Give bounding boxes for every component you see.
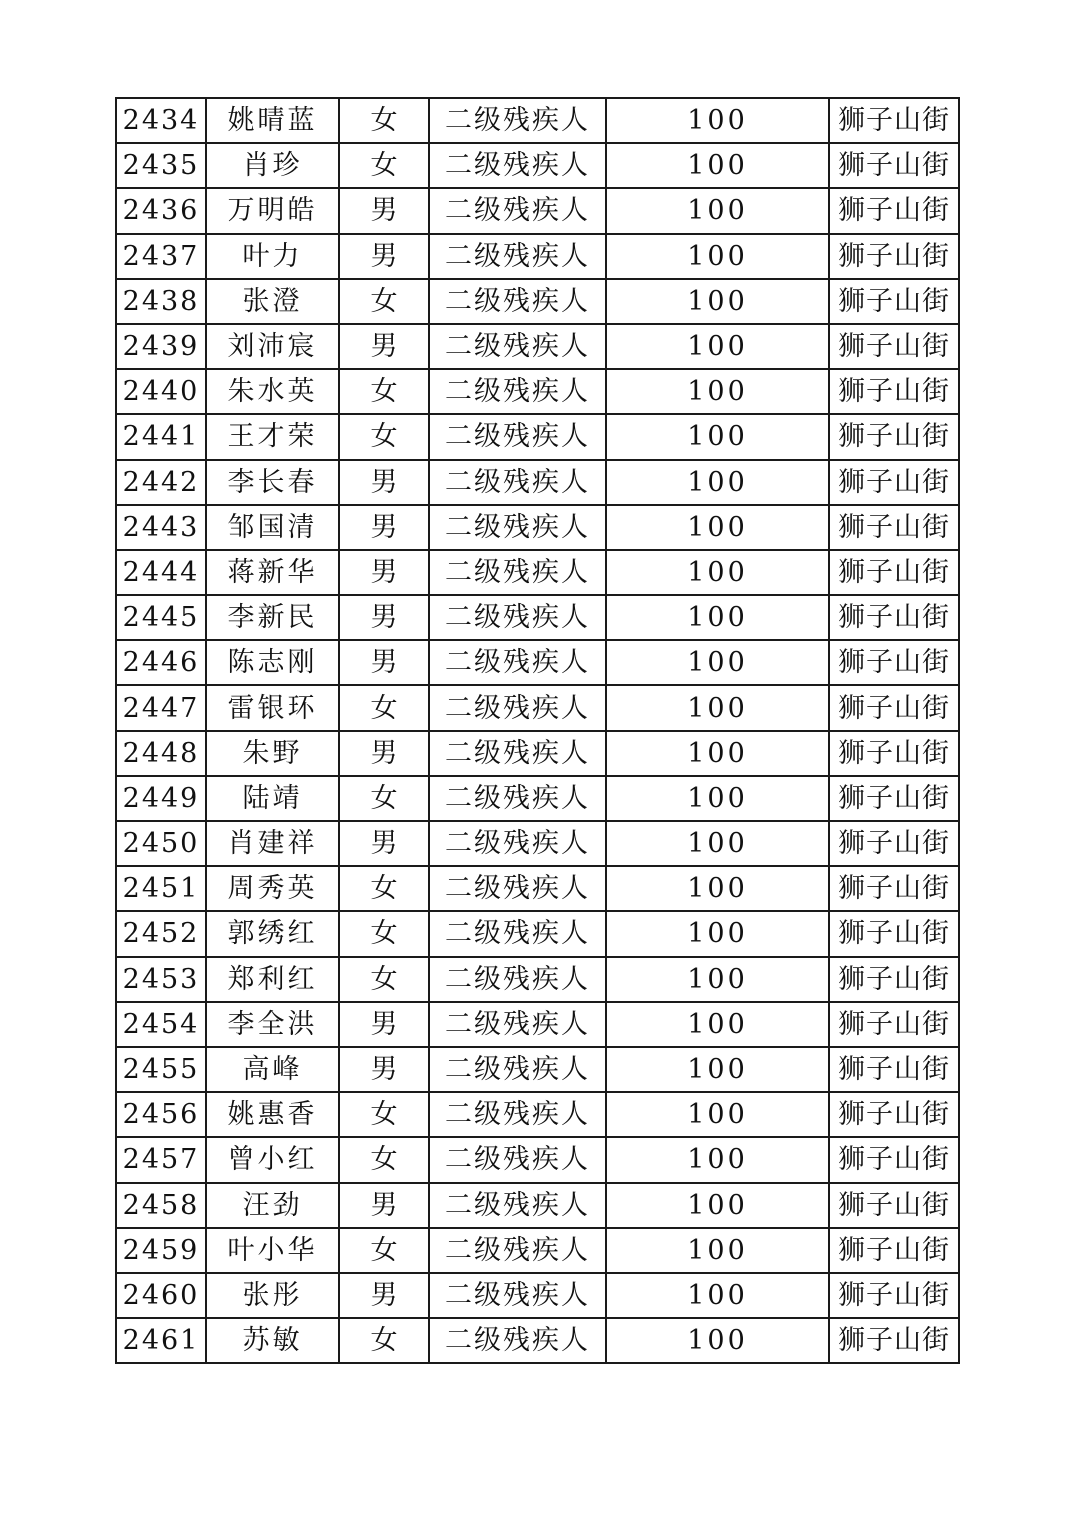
gender-cell: 男 bbox=[339, 550, 429, 595]
roster-table bbox=[115, 97, 960, 1364]
serial-number-cell: 2447 bbox=[116, 685, 206, 730]
gender-cell: 女 bbox=[339, 957, 429, 1002]
name-cell: 李全洪 bbox=[206, 1002, 339, 1047]
amount-cell: 100 bbox=[606, 1047, 829, 1092]
disability-category-cell: 二级残疾人 bbox=[429, 1002, 606, 1047]
amount-cell: 100 bbox=[606, 1002, 829, 1047]
name-cell: 刘沛宸 bbox=[206, 324, 339, 369]
amount-cell: 100 bbox=[606, 957, 829, 1002]
disability-category-cell: 二级残疾人 bbox=[429, 1273, 606, 1318]
serial-number-cell: 2435 bbox=[116, 143, 206, 188]
gender-cell: 女 bbox=[339, 1228, 429, 1273]
serial-number-cell: 2434 bbox=[116, 98, 206, 143]
name-cell: 肖珍 bbox=[206, 143, 339, 188]
gender-cell: 女 bbox=[339, 866, 429, 911]
disability-category-cell: 二级残疾人 bbox=[429, 279, 606, 324]
disability-category-cell: 二级残疾人 bbox=[429, 1137, 606, 1182]
disability-category-cell: 二级残疾人 bbox=[429, 414, 606, 459]
table-row bbox=[116, 1228, 959, 1273]
gender-cell: 男 bbox=[339, 234, 429, 279]
gender-cell: 男 bbox=[339, 821, 429, 866]
disability-category-cell: 二级残疾人 bbox=[429, 550, 606, 595]
disability-category-cell: 二级残疾人 bbox=[429, 685, 606, 730]
name-cell: 朱水英 bbox=[206, 369, 339, 414]
disability-category-cell: 二级残疾人 bbox=[429, 1047, 606, 1092]
name-cell: 李新民 bbox=[206, 595, 339, 640]
name-cell: 邹国清 bbox=[206, 505, 339, 550]
gender-cell: 男 bbox=[339, 460, 429, 505]
disability-category-cell: 二级残疾人 bbox=[429, 505, 606, 550]
amount-cell: 100 bbox=[606, 821, 829, 866]
table-row bbox=[116, 821, 959, 866]
table-row bbox=[116, 414, 959, 459]
gender-cell: 女 bbox=[339, 279, 429, 324]
amount-cell: 100 bbox=[606, 1228, 829, 1273]
table-row bbox=[116, 957, 959, 1002]
table-row bbox=[116, 550, 959, 595]
serial-number-cell: 2455 bbox=[116, 1047, 206, 1092]
street-cell: 狮子山街 bbox=[829, 866, 959, 911]
amount-cell: 100 bbox=[606, 505, 829, 550]
street-cell: 狮子山街 bbox=[829, 1047, 959, 1092]
disability-category-cell: 二级残疾人 bbox=[429, 1092, 606, 1137]
street-cell: 狮子山街 bbox=[829, 1318, 959, 1363]
disability-category-cell: 二级残疾人 bbox=[429, 324, 606, 369]
gender-cell: 女 bbox=[339, 414, 429, 459]
street-cell: 狮子山街 bbox=[829, 1228, 959, 1273]
disability-category-cell: 二级残疾人 bbox=[429, 143, 606, 188]
disability-category-cell: 二级残疾人 bbox=[429, 957, 606, 1002]
disability-category-cell: 二级残疾人 bbox=[429, 460, 606, 505]
table-row bbox=[116, 640, 959, 685]
serial-number-cell: 2440 bbox=[116, 369, 206, 414]
table-row bbox=[116, 1047, 959, 1092]
name-cell: 肖建祥 bbox=[206, 821, 339, 866]
gender-cell: 男 bbox=[339, 731, 429, 776]
serial-number-cell: 2441 bbox=[116, 414, 206, 459]
disability-category-cell: 二级残疾人 bbox=[429, 234, 606, 279]
table-row bbox=[116, 1318, 959, 1363]
table-row bbox=[116, 98, 959, 143]
amount-cell: 100 bbox=[606, 234, 829, 279]
street-cell: 狮子山街 bbox=[829, 595, 959, 640]
street-cell: 狮子山街 bbox=[829, 460, 959, 505]
street-cell: 狮子山街 bbox=[829, 234, 959, 279]
gender-cell: 女 bbox=[339, 369, 429, 414]
gender-cell: 女 bbox=[339, 98, 429, 143]
disability-category-cell: 二级残疾人 bbox=[429, 1183, 606, 1228]
disability-category-cell: 二级残疾人 bbox=[429, 595, 606, 640]
gender-cell: 男 bbox=[339, 1002, 429, 1047]
roster-table-body bbox=[116, 98, 959, 1363]
gender-cell: 男 bbox=[339, 505, 429, 550]
serial-number-cell: 2449 bbox=[116, 776, 206, 821]
serial-number-cell: 2442 bbox=[116, 460, 206, 505]
street-cell: 狮子山街 bbox=[829, 143, 959, 188]
street-cell: 狮子山街 bbox=[829, 685, 959, 730]
name-cell: 万明皓 bbox=[206, 188, 339, 233]
disability-category-cell: 二级残疾人 bbox=[429, 821, 606, 866]
gender-cell: 男 bbox=[339, 188, 429, 233]
table-row bbox=[116, 1092, 959, 1137]
disability-category-cell: 二级残疾人 bbox=[429, 731, 606, 776]
name-cell: 高峰 bbox=[206, 1047, 339, 1092]
amount-cell: 100 bbox=[606, 550, 829, 595]
table-row bbox=[116, 685, 959, 730]
table-row bbox=[116, 324, 959, 369]
serial-number-cell: 2457 bbox=[116, 1137, 206, 1182]
street-cell: 狮子山街 bbox=[829, 1092, 959, 1137]
amount-cell: 100 bbox=[606, 143, 829, 188]
amount-cell: 100 bbox=[606, 369, 829, 414]
gender-cell: 男 bbox=[339, 1047, 429, 1092]
table-row bbox=[116, 1002, 959, 1047]
disability-category-cell: 二级残疾人 bbox=[429, 776, 606, 821]
table-row bbox=[116, 1137, 959, 1182]
name-cell: 雷银环 bbox=[206, 685, 339, 730]
table-row bbox=[116, 911, 959, 956]
gender-cell: 女 bbox=[339, 911, 429, 956]
table-row bbox=[116, 866, 959, 911]
name-cell: 蒋新华 bbox=[206, 550, 339, 595]
street-cell: 狮子山街 bbox=[829, 505, 959, 550]
gender-cell: 女 bbox=[339, 143, 429, 188]
amount-cell: 100 bbox=[606, 460, 829, 505]
gender-cell: 男 bbox=[339, 1183, 429, 1228]
disability-category-cell: 二级残疾人 bbox=[429, 866, 606, 911]
name-cell: 王才荣 bbox=[206, 414, 339, 459]
table-row bbox=[116, 776, 959, 821]
serial-number-cell: 2436 bbox=[116, 188, 206, 233]
gender-cell: 男 bbox=[339, 595, 429, 640]
table-row bbox=[116, 1183, 959, 1228]
disability-category-cell: 二级残疾人 bbox=[429, 188, 606, 233]
amount-cell: 100 bbox=[606, 685, 829, 730]
amount-cell: 100 bbox=[606, 1092, 829, 1137]
name-cell: 叶力 bbox=[206, 234, 339, 279]
street-cell: 狮子山街 bbox=[829, 1273, 959, 1318]
gender-cell: 女 bbox=[339, 1318, 429, 1363]
amount-cell: 100 bbox=[606, 595, 829, 640]
serial-number-cell: 2448 bbox=[116, 731, 206, 776]
name-cell: 周秀英 bbox=[206, 866, 339, 911]
amount-cell: 100 bbox=[606, 188, 829, 233]
serial-number-cell: 2437 bbox=[116, 234, 206, 279]
street-cell: 狮子山街 bbox=[829, 957, 959, 1002]
amount-cell: 100 bbox=[606, 414, 829, 459]
amount-cell: 100 bbox=[606, 731, 829, 776]
table-row bbox=[116, 505, 959, 550]
amount-cell: 100 bbox=[606, 1318, 829, 1363]
amount-cell: 100 bbox=[606, 911, 829, 956]
serial-number-cell: 2461 bbox=[116, 1318, 206, 1363]
street-cell: 狮子山街 bbox=[829, 911, 959, 956]
name-cell: 曾小红 bbox=[206, 1137, 339, 1182]
serial-number-cell: 2452 bbox=[116, 911, 206, 956]
table-row bbox=[116, 143, 959, 188]
disability-category-cell: 二级残疾人 bbox=[429, 1228, 606, 1273]
table-row bbox=[116, 279, 959, 324]
name-cell: 陈志刚 bbox=[206, 640, 339, 685]
gender-cell: 女 bbox=[339, 776, 429, 821]
street-cell: 狮子山街 bbox=[829, 731, 959, 776]
serial-number-cell: 2445 bbox=[116, 595, 206, 640]
serial-number-cell: 2458 bbox=[116, 1183, 206, 1228]
serial-number-cell: 2454 bbox=[116, 1002, 206, 1047]
amount-cell: 100 bbox=[606, 866, 829, 911]
disability-category-cell: 二级残疾人 bbox=[429, 369, 606, 414]
gender-cell: 男 bbox=[339, 640, 429, 685]
serial-number-cell: 2459 bbox=[116, 1228, 206, 1273]
serial-number-cell: 2443 bbox=[116, 505, 206, 550]
disability-category-cell: 二级残疾人 bbox=[429, 911, 606, 956]
street-cell: 狮子山街 bbox=[829, 640, 959, 685]
gender-cell: 女 bbox=[339, 1137, 429, 1182]
amount-cell: 100 bbox=[606, 324, 829, 369]
serial-number-cell: 2439 bbox=[116, 324, 206, 369]
table-row bbox=[116, 731, 959, 776]
name-cell: 朱野 bbox=[206, 731, 339, 776]
street-cell: 狮子山街 bbox=[829, 98, 959, 143]
street-cell: 狮子山街 bbox=[829, 279, 959, 324]
street-cell: 狮子山街 bbox=[829, 414, 959, 459]
street-cell: 狮子山街 bbox=[829, 776, 959, 821]
street-cell: 狮子山街 bbox=[829, 188, 959, 233]
amount-cell: 100 bbox=[606, 1183, 829, 1228]
amount-cell: 100 bbox=[606, 776, 829, 821]
name-cell: 陆靖 bbox=[206, 776, 339, 821]
gender-cell: 男 bbox=[339, 324, 429, 369]
amount-cell: 100 bbox=[606, 98, 829, 143]
serial-number-cell: 2444 bbox=[116, 550, 206, 595]
name-cell: 李长春 bbox=[206, 460, 339, 505]
name-cell: 叶小华 bbox=[206, 1228, 339, 1273]
table-row bbox=[116, 369, 959, 414]
disability-category-cell: 二级残疾人 bbox=[429, 1318, 606, 1363]
gender-cell: 女 bbox=[339, 1092, 429, 1137]
name-cell: 汪劲 bbox=[206, 1183, 339, 1228]
serial-number-cell: 2451 bbox=[116, 866, 206, 911]
street-cell: 狮子山街 bbox=[829, 1183, 959, 1228]
name-cell: 苏敏 bbox=[206, 1318, 339, 1363]
table-row bbox=[116, 460, 959, 505]
name-cell: 姚晴蓝 bbox=[206, 98, 339, 143]
gender-cell: 女 bbox=[339, 685, 429, 730]
street-cell: 狮子山街 bbox=[829, 1137, 959, 1182]
street-cell: 狮子山街 bbox=[829, 324, 959, 369]
name-cell: 郭绣红 bbox=[206, 911, 339, 956]
serial-number-cell: 2453 bbox=[116, 957, 206, 1002]
serial-number-cell: 2460 bbox=[116, 1273, 206, 1318]
street-cell: 狮子山街 bbox=[829, 1002, 959, 1047]
amount-cell: 100 bbox=[606, 1273, 829, 1318]
disability-category-cell: 二级残疾人 bbox=[429, 640, 606, 685]
table-row bbox=[116, 595, 959, 640]
street-cell: 狮子山街 bbox=[829, 821, 959, 866]
disability-category-cell: 二级残疾人 bbox=[429, 98, 606, 143]
street-cell: 狮子山街 bbox=[829, 550, 959, 595]
serial-number-cell: 2446 bbox=[116, 640, 206, 685]
serial-number-cell: 2438 bbox=[116, 279, 206, 324]
amount-cell: 100 bbox=[606, 640, 829, 685]
amount-cell: 100 bbox=[606, 279, 829, 324]
table-row bbox=[116, 234, 959, 279]
name-cell: 张澄 bbox=[206, 279, 339, 324]
serial-number-cell: 2456 bbox=[116, 1092, 206, 1137]
table-row bbox=[116, 1273, 959, 1318]
name-cell: 姚惠香 bbox=[206, 1092, 339, 1137]
table-row bbox=[116, 188, 959, 233]
name-cell: 郑利红 bbox=[206, 957, 339, 1002]
street-cell: 狮子山街 bbox=[829, 369, 959, 414]
gender-cell: 男 bbox=[339, 1273, 429, 1318]
name-cell: 张彤 bbox=[206, 1273, 339, 1318]
amount-cell: 100 bbox=[606, 1137, 829, 1182]
serial-number-cell: 2450 bbox=[116, 821, 206, 866]
